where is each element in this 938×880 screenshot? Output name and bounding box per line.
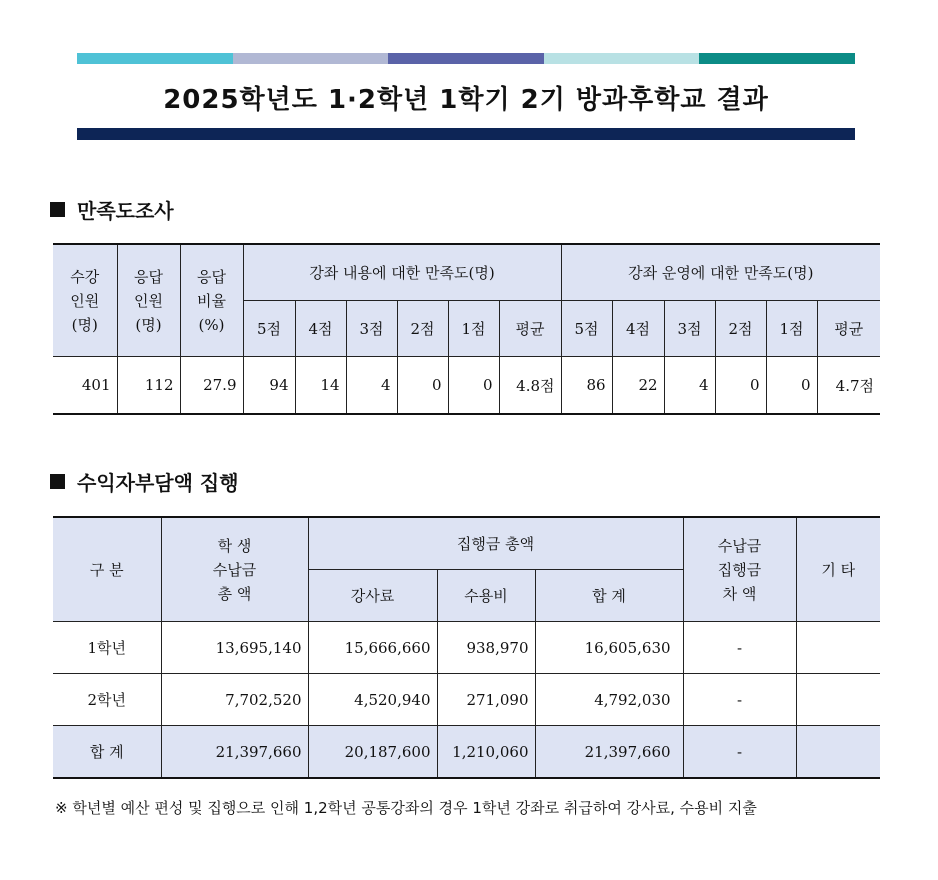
cell-difference: -	[683, 674, 796, 726]
cell-student-total: 13,695,140	[161, 622, 308, 674]
section-title: 만족도조사	[77, 199, 174, 223]
color-segment-1	[77, 53, 233, 64]
score-header: 2점	[715, 301, 766, 357]
score-header: 평균	[817, 301, 880, 357]
section-budget-heading	[50, 467, 239, 496]
score-header: 5점	[243, 301, 295, 357]
cell-operation-score: 0	[766, 357, 817, 415]
score-header: 1점	[448, 301, 499, 357]
cell-operation-score: 86	[561, 357, 612, 415]
score-header: 4점	[612, 301, 664, 357]
header-rate: 응답 비율 (%)	[180, 244, 243, 357]
cell-difference: -	[683, 622, 796, 674]
header-operation-satisfaction: 강좌 운영에 대한 만족도(명)	[561, 244, 880, 301]
header-etc: 기 타	[796, 517, 880, 622]
cell-instructor-fee: 20,187,600	[308, 726, 437, 779]
satisfaction-table	[53, 243, 880, 415]
cell-operation-score: 22	[612, 357, 664, 415]
header-students: 수강 인원 (명)	[53, 244, 117, 357]
table-row	[53, 622, 880, 674]
cell-sum: 16,605,630	[535, 622, 683, 674]
header-sum: 합 계	[535, 570, 683, 622]
square-bullet-icon	[50, 474, 65, 489]
cell-responses: 112	[117, 357, 180, 415]
cell-content-score: 4	[346, 357, 397, 415]
cell-etc	[796, 622, 880, 674]
color-segment-5	[699, 53, 855, 64]
cell-etc	[796, 674, 880, 726]
section-title: 수익자부담액 집행	[77, 471, 239, 495]
cell-operation-score: 4	[664, 357, 715, 415]
cell-sum: 21,397,660	[535, 726, 683, 779]
color-segment-3	[388, 53, 544, 64]
header-supplies: 수용비	[437, 570, 535, 622]
score-header: 5점	[561, 301, 612, 357]
square-bullet-icon	[50, 202, 65, 217]
cell-student-total: 7,702,520	[161, 674, 308, 726]
cell-sum: 4,792,030	[535, 674, 683, 726]
table-row-total	[53, 726, 880, 779]
score-header: 평균	[499, 301, 561, 357]
color-segment-4	[544, 53, 700, 64]
cell-supplies: 1,210,060	[437, 726, 535, 779]
footnote: ※ 학년별 예산 편성 및 집행으로 인해 1,2학년 공통강좌의 경우 1학년 강좌로 취급하여 강사료, 수용비 지출	[55, 799, 757, 817]
score-header: 1점	[766, 301, 817, 357]
cell-content-score: 14	[295, 357, 346, 415]
score-header: 4점	[295, 301, 346, 357]
cell-content-score: 0	[448, 357, 499, 415]
cell-etc	[796, 726, 880, 779]
cell-supplies: 938,970	[437, 622, 535, 674]
header-execution-total: 집행금 총액	[308, 517, 683, 570]
header-student-total: 학 생 수납금 총 액	[161, 517, 308, 622]
cell-content-score: 94	[243, 357, 295, 415]
header-content-satisfaction: 강좌 내용에 대한 만족도(명)	[243, 244, 561, 301]
header-responses: 응답 인원 (명)	[117, 244, 180, 357]
color-segment-2	[233, 53, 389, 64]
cell-student-total: 21,397,660	[161, 726, 308, 779]
cell-category: 2학년	[53, 674, 161, 726]
header-category: 구 분	[53, 517, 161, 622]
cell-content-score: 0	[397, 357, 448, 415]
cell-students: 401	[53, 357, 117, 415]
score-header: 2점	[397, 301, 448, 357]
page-title: 2025학년도 1·2학년 1학기 2기 방과후학교 결과	[163, 84, 769, 115]
section-satisfaction-heading	[50, 195, 174, 224]
cell-supplies: 271,090	[437, 674, 535, 726]
cell-category: 합 계	[53, 726, 161, 779]
budget-table	[53, 516, 880, 779]
header-difference: 수납금 집행금 차 액	[683, 517, 796, 622]
score-header: 3점	[346, 301, 397, 357]
cell-operation-score: 0	[715, 357, 766, 415]
cell-operation-average: 4.7점	[817, 357, 880, 415]
title-underline-bar	[77, 128, 855, 140]
decorative-color-bar	[77, 53, 855, 64]
cell-content-average: 4.8점	[499, 357, 561, 415]
cell-instructor-fee: 15,666,660	[308, 622, 437, 674]
cell-rate: 27.9	[180, 357, 243, 415]
cell-category: 1학년	[53, 622, 161, 674]
cell-instructor-fee: 4,520,940	[308, 674, 437, 726]
table-row	[53, 357, 880, 415]
table-row	[53, 674, 880, 726]
cell-difference: -	[683, 726, 796, 779]
score-header: 3점	[664, 301, 715, 357]
header-instructor-fee: 강사료	[308, 570, 437, 622]
